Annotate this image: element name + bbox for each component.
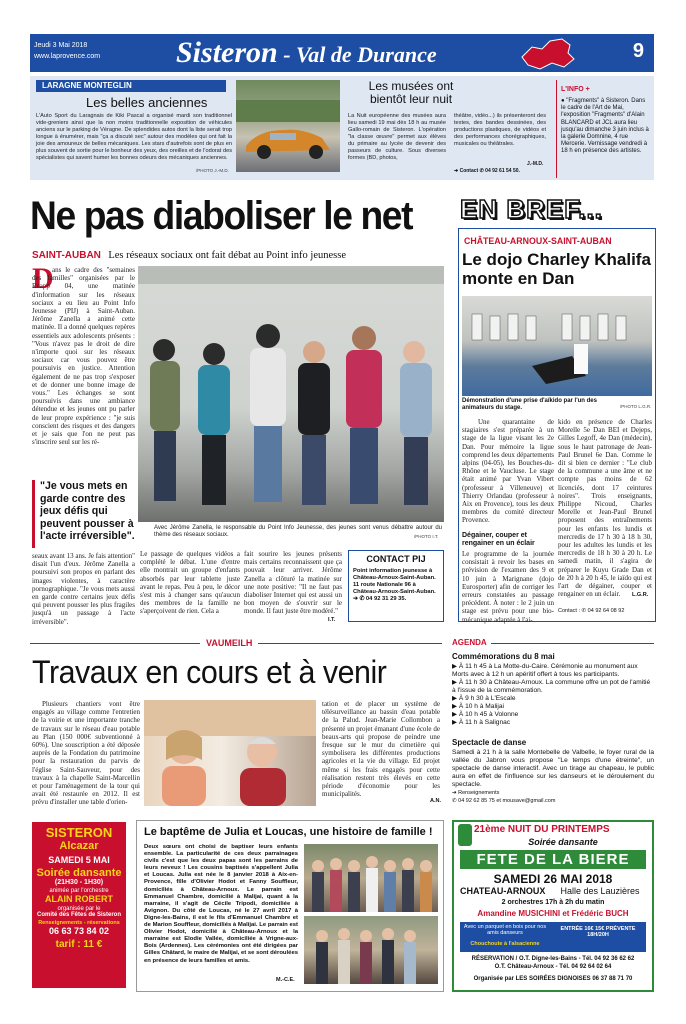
contact-pij-box [348,550,444,622]
agenda-item: ▶ À 11 h à Salignac [452,719,511,726]
agenda-contact2[interactable]: ✆ 04 92 62 85 75 et mousave@gmail.com [452,798,556,804]
bref-caption: Démonstration d'une prise d'aïkido par l'un des animateurs du stage. [462,398,597,411]
main-kicker: SAINT-AUBAN [32,250,101,261]
bapteme-title: Le baptême de Julia et Loucas, une histoire de famille ! [144,826,433,838]
bref-col1: Une quarantaine de stagiaires s'est préparée à un stage de la ligue visant les 2e Dan. Pour mémoire la ligue comprend les deux départements alpins (04-05), les Bouches-du-Rhône et le Vaucluse. Le stage était animé par Yvan Vibert (professeur à Villeneuve) et Thierry Orlandau (professeur à Aix en Provence), tous les deux membres du comité directeur Provence. [462,418,554,525]
agenda-contact1: ➔ Renseignements [452,790,500,796]
bref-col2: kido en présence de Charles Morelle 5e Dan BEI et Dejeps, Gilles Legoff, 4e Dan (médecin), sous le haut patronage de Jean-Paul Brunel 6e Dan. Comme le dit si bien ce dernier : "Le club de la commune a une âme et ne compte pas moins de 62 licenciés, dont 17 ceintures noires". Trois enseignants, Philippe Nicoud, Charles Morelle et Jean-Paul Brunel proposent des entraînements pour les enfants les lundis et mercredis de 17 h 30 à 18 h 30, pour les adultes les lundis et les mercredis de 18 h 30 à 20 h. Le samedi matin, il s'agira de préparer le Kuyu Grade Dan et de 20 h à 20 h 45, le iaïdo qui est l'art de dégainer, couper et rengainer en un éclair. [558,418,652,599]
info-plus-text: ● "Fragments" à Sisteron. Dans le cadre de l'Art de Mai, l'exposition "Fragments" d'Alain BLANCARD et JCL aura lieu jusqu'au dimanche 3 juin inclus à la galerie Domnine, 4 rue Mercerie. Vernissage vendredi à 18 h en présence des artistes. [561,98,649,155]
museums-title: Les musées ont bientôt leur nuit [368,79,454,106]
bapteme-sign: M.-C.E. [276,977,295,983]
youth-group-photo [138,266,444,522]
header-subtitle: Val de Durance [296,42,437,67]
travaux-photo [144,700,316,806]
bref-col1-end: Le programme de la journée consistait à revoir les bases en prévision de l'examen des 9 et 10 juin à Marignane (dojo Eurosporter) afin de corriger les erreurs constatées au passage précédent. À noter : le 2 juin un stage est prévu pour une bio-mécanique adaptée à l'ai- [462,550,554,624]
main-subhead: Les réseaux sociaux ont fait débat au Point info jeunesse [108,250,346,261]
info-plus-box [556,80,652,178]
agenda-item: ▶ À 9 h 30 à L'Escale [452,695,516,702]
agenda-item: ▶ À 11 h 30 à Château-Arnoux. La commune offre un pot de l'amitié à l'issue de la commémoration. [452,679,651,694]
contact-pij-title: CONTACT PIJ [366,554,426,564]
family-group-illustration [304,844,438,912]
agenda-text2: Samedi à 21 h à la salle Montebelle de Valbelle, le foyer rural de la vallée du Jabron vous propose "Le temps d'une étreinte", un spectacle de danse interactif. Avec un tirage au chapeau, le public aura en effet de l'influence sur les danseurs et le déroulement du spectacle. [452,749,654,788]
contact-pij-phone[interactable]: ➔ ✆ 04 92 31 29 35. [353,596,407,602]
travaux-col1: Plusieurs chantiers vont être engagés au village comme l'entretien de la voirie et une importante tranche de travaux sur le réseau d'eau potable au Plan (150 000€ subventionné à 60%). Une souscription a été déposée auprès de la Fondation du patrimoine pour la restauration du parvis de l'église Saint-Sauveur, pour des travaux à la chapelle Saint-Marcellin et pour l'aménagement de la tour qui avait été restaurée en 2012. Il est prévu d'installer une table d'orien- [32,700,140,807]
bapteme-text: Deux sœurs ont choisi de baptiser leurs enfants ensemble. La particularité de ces deux parrainages civils c'est que les deux papas sont les parrains de leurs neveux ! Les cousins baptisés s'appellent Julia et Loucas. Julia est née le 8 janvier 2018 à Aix-en-Provence, fille d'Olivier Hodot et Fanny Souffleur, domiciliés à Château-Arnoux. Le parrain est Emmanuel Chambre, domicilié à Malijai, quant à la marraine, il s'agit de Cécile Tripodi, domiciliée à Avignon. Du côté de Loucas, né le 27 avril 2017 à Digne-les-Bains, il est le fils d'Emmanuel Chambre et de Marion Souffleur, domiciliés à Malijai. Le parrain est Olivier Hodot, domicilié à Château-Arnoux et la marraine est Elodie Vallée, domiciliée à Vrigne-aux-Bois (Ardennes). Les cérémonies ont été dirigées par Gilles Châtard, le maire de Malijai, et se sont déroulées en présence de leurs familles et amis. [144,844,298,964]
en-bref-banner: EN BREF... [460,194,603,224]
agenda-item: ▶ À 11 h 45 à La Motte-du-Caire. Cérémonie au monument aux Morts avec à 12 h un apéritif offert à tous les participants. [452,663,638,678]
bref-subhead: Dégainer, couper et rengainer en un éclair [462,532,535,547]
bref-title: Le dojo Charley Khalifa monte en Dan [462,250,651,288]
agenda-title1: Commémorations du 8 mai [452,652,555,661]
main-col1: ans le cadre des "semaines des familles" organisées par le Reapp 04, une matinée d'information sur les réseaux sociaux a eu lieu au Point Info Jeunesse (PIJ) à Saint-Auban. Jérôme Zanella a animé cette matinée. Il a donné quelques repères essentiels aux adolescents présents : "Vous n'avez pas le droit de dire n'importe quoi sur les réseaux sociaux car vous pouvez être poursuivis en justice. Attention également de ne pas trop s'exposer et de donner une bonne image de vous." Les échanges se sont poursuivis dans une ambiance détendue et les jeunes ont pu parler de leur propre expérience : "je suis conscient des risques et des dangers et je sais que l'on ne peut pas s'inscrire seul sur les ré- [32,266,135,447]
beer-icon [458,824,472,846]
bref-contact[interactable]: Contact : ✆ 04 92 64 08 92 [558,608,625,614]
ad-alcazar[interactable]: SISTERON Alcazar SAMEDI 5 MAI Soirée dansante (21H30 - 1H30) animée par l'orchestre ALAIN ROBERT organisée par le Comité des Fêtes de Sisteron Renseignements - réservations 06 63 73 84 02 tarif : 11 € [32,822,126,988]
main-photo-credit: /PHOTO I.T. [414,534,439,539]
header-dash: - [277,42,297,67]
header-title: Sisteron [176,36,278,69]
car-illustration [236,80,340,172]
info-plus-label: L'INFO + [561,86,590,93]
top-left-kicker: LARAGNE MONTEGLIN [36,80,226,92]
top-left-credit: /PHOTO J.-M.D. [196,168,229,173]
travaux-kicker: VAUMEILH [200,638,258,648]
agenda-label: AGENDA [452,638,491,647]
header-title-block [176,36,437,70]
travaux-col2: tation et de placer un système de télésurveillance au bassin d'eau potable de la Palud. Jean-Marie Collombon a présenté un projet émanant d'une école de beaux-arts qui propose de peindre une fresque sur le mur du cimetière qui symbolisera les différentes productions agricoles et la vie du village. Ed projet même si les frais engagés pour cette réalisation restent très élevés en cette période d'économie pour les municipalités. [322,700,440,799]
main-headline: Ne pas diaboliser le net [30,194,413,238]
family-group-illustration-2 [304,916,438,984]
bref-sign: L.G.R. [632,592,649,598]
bref-kicker: CHÂTEAU-ARNOUX-SAINT-AUBAN [464,236,612,246]
contact-pij-text: Point information jeunesse à Château-Arnoux-Saint-Auban. 11 route Nationale 96 à Château-Arnoux-Saint-Auban. [353,568,436,595]
museums-contact: ➔ Contact ✆ 04 92 61 54 50. [454,168,520,174]
bapteme-photo-bottom [304,916,438,984]
agenda-item: ▶ À 10 h à Malijai [452,703,504,710]
top-left-text: L'Auto Sport du Laragnais de Kiki Pascal a organisé mardi son traditionnel vide-greniers ainsi que la non moins traditionnelle exposition de véhicules anciens sur le parking de Véragne. De splendides autos dont la liste serait trop longue à énumérer, mais "ça a discuté sec" autour des modèles qui ont fait la joie des amoureux de belles mécaniques. Les stars d'autrefois sont de plus en plus souvent de sortie pour le bonheur des yeux, des oreilles et de l'odorat des spécialistes qui savent humer les bonnes odeurs des mécaniques anciennes. [36,113,232,161]
museums-text-col1: La Nuit européenne des musées aura lieu samedi 19 mai dès 18 h au musée Gallo-romain de Sisteron. L'opération "la classe œuvre" permet aux élèves du primaire au lycée de devenir des passeurs de culture. Sous diverses formes (BD, photos, [348,113,446,161]
agenda-item: ▶ À 10 h 45 à Volonne [452,711,519,718]
page-number: 9 [632,40,644,62]
vintage-cars-photo [236,80,340,172]
agenda-list [452,663,654,727]
main-col3-sign: I.T. [328,617,336,623]
header-date: Jeudi 3 Mai 2018 [34,42,88,49]
aikido-illustration [462,296,652,396]
portrait-illustration [144,700,316,806]
main-photo-caption: Avec Jérôme Zanella, le responsable du Point Info Jeunesse, des jeunes sont venus débattre autour du thème des réseaux sociaux. [154,525,442,538]
aikido-photo [462,296,652,396]
bref-credit: /PHOTO L.G.R. [620,404,652,409]
museums-sign: J.-M.D. [527,161,544,167]
ad-nuit-printemps[interactable]: 21ème NUIT DU PRINTEMPS Soirée dansante FETE DE LA BIERE SAMEDI 26 MAI 2018 CHATEAU-ARNOUX Halle des Lauzières 2 orchestres 17h à 2h du matin Amandine MUSICHINI et Frédéric BUCH Avec un parquet en bois pour nos amis danseurs Chouchoute à l'alsacienne ENTRÉE 16€ 15€ PRÉVENTE 18H/20H RÉSERVATION / O.T. Digne-les-Bains - Tél. 04 92 36 62 62 O.T. Château-Arnoux - Tél. 04 92 64 02 64 Organisée par LES SOIRÉES DIGNOISES 06 37 88 71 70 [452,820,654,992]
main-pullquote: "Je vous mets en garde contre des jeux défis qui peuvent pousser à l'acte irréversible". [32,480,135,548]
main-col3: fait sourire les jeunes présents mais certains reconnaissent que ça pouvait leur arriver. Jérôme Zanella a clôturé la matinée sur une note positive: "Il ne faut pas diaboliser Internet qui est aussi un bon moyen de s'ouvrir sur le monde. Il faut juste être modéré." [244,550,342,616]
main-col1-end: seaux avant 13 ans. Je fais attention" disait l'un d'eux. Jérôme Zanella a poursuivi son propos en parlant des images violentes, à caractère pornographique. "Je vous mets aussi en garde contre certains jeux défis qui peuvent pousser les plus fragiles jusqu'à un passage à l'acte irréversible". [32,552,135,626]
header-site[interactable]: www.laprovence.com [34,53,101,60]
main-col2: Le passage de quelques vidéos a complété le débat. L'une d'entre elle montrait un groupe d'enfants absorbés par leur tablette juste avant le repas. Peu à peu, le décor s'est mis à changer sans qu'aucun des membres de la famille ne s'aperçoivent de rien. Cela a [140,550,240,616]
travaux-sign: A.N. [430,798,441,804]
travaux-headline: Travaux en cours et à venir [32,654,387,690]
agenda-title2: Spectacle de danse [452,738,527,747]
main-subhead-line [32,245,346,263]
bapteme-photo-top [304,844,438,912]
main-dropcap: D [32,262,54,295]
museums-text-col2: théâtre, vidéo...) ils présenteront des textes, des bandes dessinées, des productions plastiques, de vidéos et des performances chorégraphiques, musicales ou théâtrales. [454,113,546,147]
region-map-icon [518,35,578,71]
top-left-title: Les belles anciennes [86,95,208,110]
page-header [30,34,654,72]
people-illustration [138,266,444,522]
